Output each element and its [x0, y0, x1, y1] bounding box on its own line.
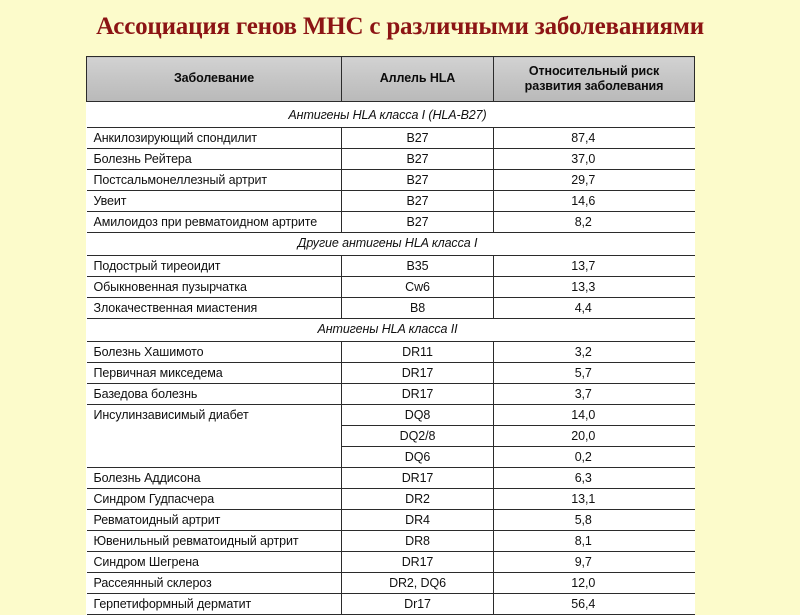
cell-relative-risk: 0,2 — [494, 447, 695, 468]
cell-disease: Увеит — [87, 191, 342, 212]
data-table — [86, 56, 695, 615]
table-row — [87, 405, 695, 426]
table-row — [87, 594, 695, 615]
cell-relative-risk: 29,7 — [494, 170, 695, 191]
cell-allele: DR17 — [342, 552, 494, 573]
table-row — [87, 298, 695, 319]
cell-relative-risk: 20,0 — [494, 426, 695, 447]
cell-allele: DR8 — [342, 531, 494, 552]
cell-disease: Ревматоидный артрит — [87, 510, 342, 531]
cell-disease: Амилоидоз при ревматоидном артрите — [87, 212, 342, 233]
section-header-row — [87, 319, 695, 342]
table-body — [87, 105, 695, 615]
table-row — [87, 363, 695, 384]
column-header-risk — [494, 57, 695, 102]
table-row — [87, 149, 695, 170]
cell-allele: DR17 — [342, 384, 494, 405]
header-row — [87, 57, 695, 102]
cell-allele: DQ6 — [342, 447, 494, 468]
table-row — [87, 384, 695, 405]
cell-relative-risk: 13,3 — [494, 277, 695, 298]
cell-relative-risk: 6,3 — [494, 468, 695, 489]
cell-disease: Рассеянный склероз — [87, 573, 342, 594]
cell-relative-risk: 56,4 — [494, 594, 695, 615]
cell-allele: DR4 — [342, 510, 494, 531]
cell-allele: DQ2/8 — [342, 426, 494, 447]
cell-relative-risk: 14,6 — [494, 191, 695, 212]
table-row — [87, 212, 695, 233]
table-row — [87, 468, 695, 489]
cell-relative-risk: 87,4 — [494, 128, 695, 149]
table-row — [87, 531, 695, 552]
cell-allele: B27 — [342, 191, 494, 212]
cell-disease: Герпетиформный дерматит — [87, 594, 342, 615]
column-header-allele: Аллель HLA — [342, 57, 494, 102]
cell-allele: DQ8 — [342, 405, 494, 426]
cell-allele: DR17 — [342, 468, 494, 489]
cell-disease — [87, 447, 342, 468]
cell-relative-risk: 14,0 — [494, 405, 695, 426]
cell-relative-risk: 37,0 — [494, 149, 695, 170]
cell-relative-risk: 13,7 — [494, 256, 695, 277]
table-row — [87, 170, 695, 191]
table-row — [87, 128, 695, 149]
cell-disease: Подострый тиреоидит — [87, 256, 342, 277]
cell-allele: B35 — [342, 256, 494, 277]
column-header-disease: Заболевание — [87, 57, 342, 102]
cell-relative-risk: 8,2 — [494, 212, 695, 233]
cell-allele: B27 — [342, 128, 494, 149]
cell-relative-risk: 12,0 — [494, 573, 695, 594]
column-header-risk-line2: развития заболевания — [524, 79, 664, 93]
cell-allele: DR11 — [342, 342, 494, 363]
cell-disease: Первичная микседема — [87, 363, 342, 384]
cell-disease: Злокачественная миастения — [87, 298, 342, 319]
cell-disease: Болезнь Хашимото — [87, 342, 342, 363]
cell-allele: DR17 — [342, 363, 494, 384]
cell-disease: Инсулинзависимый диабет — [87, 405, 342, 426]
cell-disease: Синдром Гудпасчера — [87, 489, 342, 510]
cell-disease: Анкилозирующий спондилит — [87, 128, 342, 149]
cell-disease: Обыкновенная пузырчатка — [87, 277, 342, 298]
cell-disease: Базедова болезнь — [87, 384, 342, 405]
table-row — [87, 510, 695, 531]
cell-allele: B27 — [342, 149, 494, 170]
cell-relative-risk: 9,7 — [494, 552, 695, 573]
cell-disease: Болезнь Рейтера — [87, 149, 342, 170]
column-header-risk-line1: Относительный риск — [528, 63, 660, 78]
table-row — [87, 426, 695, 447]
cell-allele: B27 — [342, 212, 494, 233]
table-row — [87, 342, 695, 363]
cell-relative-risk: 4,4 — [494, 298, 695, 319]
section-title: Антигены HLA класса I (HLA-B27) — [87, 105, 695, 128]
section-header-row — [87, 233, 695, 256]
table-row — [87, 552, 695, 573]
table-row — [87, 191, 695, 212]
cell-allele: DR2, DQ6 — [342, 573, 494, 594]
table-header — [87, 57, 695, 106]
table-row — [87, 447, 695, 468]
page-title: Ассоциация генов МНС с различными заболеваниями — [96, 13, 704, 40]
cell-allele: Cw6 — [342, 277, 494, 298]
cell-relative-risk: 13,1 — [494, 489, 695, 510]
table-row — [87, 489, 695, 510]
cell-relative-risk: 8,1 — [494, 531, 695, 552]
cell-allele: Dr17 — [342, 594, 494, 615]
section-header-row — [87, 105, 695, 128]
cell-allele: B8 — [342, 298, 494, 319]
section-title: Другие антигены HLA класса I — [87, 233, 695, 256]
cell-disease: Постсальмонеллезный артрит — [87, 170, 342, 191]
table-row — [87, 277, 695, 298]
mhc-association-table — [86, 56, 694, 611]
cell-allele: DR2 — [342, 489, 494, 510]
section-title: Антигены HLA класса II — [87, 319, 695, 342]
table-row — [87, 573, 695, 594]
cell-allele: B27 — [342, 170, 494, 191]
cell-disease: Ювенильный ревматоидный артрит — [87, 531, 342, 552]
cell-relative-risk: 3,7 — [494, 384, 695, 405]
cell-relative-risk: 5,7 — [494, 363, 695, 384]
table-row — [87, 256, 695, 277]
cell-disease: Болезнь Аддисона — [87, 468, 342, 489]
cell-disease — [87, 426, 342, 447]
cell-relative-risk: 5,8 — [494, 510, 695, 531]
cell-relative-risk: 3,2 — [494, 342, 695, 363]
cell-disease: Синдром Шегрена — [87, 552, 342, 573]
